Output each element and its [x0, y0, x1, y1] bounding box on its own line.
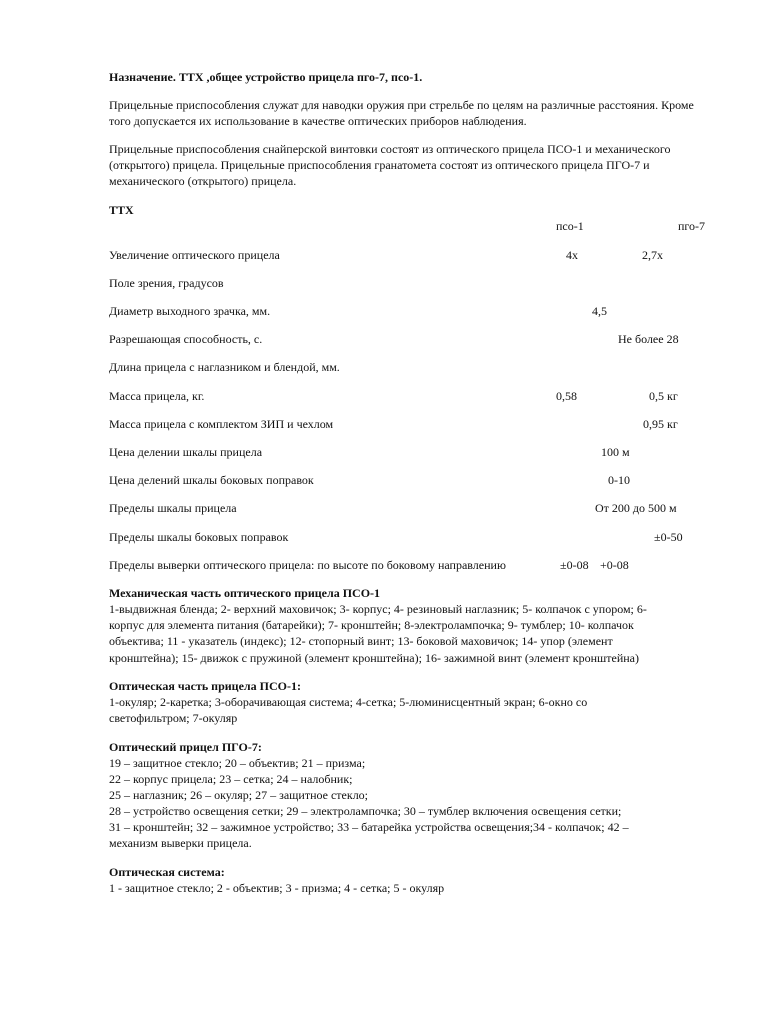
section-line: механизм выверки прицела. — [109, 836, 252, 850]
section-heading: Оптическая система: — [109, 865, 225, 879]
ttx-row-label: Пределы выверки оптического прицела: по высоте по боковому направлению — [109, 558, 506, 572]
section-line: 1 - защитное стекло; 2 - объектив; 3 - призма; 4 - сетка; 5 - окуляр — [109, 881, 445, 895]
ttx-row-label: Пределы шкалы боковых поправок — [109, 530, 289, 544]
ttx-row-value: Не более 28 — [618, 332, 679, 346]
ttx-row-value: 4,5 — [592, 304, 607, 318]
document-title: Назначение. ТТХ ,общее устройство прицела пго-7, псо-1. — [109, 70, 423, 84]
section-line: 1-окуляр; 2-каретка; 3-оборачивающая система; 4-сетка; 5-люминисцентный экран; 6-окно со — [109, 695, 588, 709]
ttx-row-label: Поле зрения, градусов — [109, 276, 224, 290]
ttx-row-label: Масса прицела, кг. — [109, 389, 205, 403]
ttx-row-value: 0,58 — [556, 389, 577, 403]
section-line: 28 – устройство освещения сетки; 29 – электролампочка; 30 – тумблер включения освещения сетки; — [109, 804, 622, 818]
ttx-row-value: 100 м — [601, 445, 630, 459]
ttx-row-label: Диаметр выходного зрачка, мм. — [109, 304, 271, 318]
intro-paragraph-2: Прицельные приспособления снайперской винтовки состоят из оптического прицела ПСО-1 и механического (открытого) прицела. Прицельные приспособления гранатомета состоят из оптического прицела ПГО-7 и механического (открытого) прицела. — [109, 142, 671, 188]
ttx-column-pgo: пго-7 — [678, 219, 706, 233]
section-line: объектива; 11 - указатель (индекс); 12- стопорный винт; 13- боковой маховичок; 14- упор (элемент — [109, 634, 613, 648]
intro-paragraph-1: Прицельные приспособления служат для наводки оружия при стрельбе по целям на различные расстояния. Кроме того допускается их использование в качестве оптических приборов наблюдения. — [109, 98, 694, 128]
ttx-row-value: ±0-50 — [654, 530, 683, 544]
ttx-row-value: 2,7х — [642, 248, 663, 262]
ttx-row-value: +0-08 — [600, 558, 629, 572]
ttx-column-pso: псо-1 — [556, 219, 584, 233]
section-line: корпус для элемента питания (батарейки); 7- кронштейн; 8-электролампочка; 9- тумблер; 10- колпачок — [109, 618, 634, 632]
section-line: 31 – кронштейн; 32 – зажимное устройство; 33 – батарейка устройства освещения;34 - колпачок; 42 – — [109, 820, 629, 834]
ttx-row-label: Пределы шкалы прицела — [109, 501, 237, 515]
section-heading: Механическая часть оптического прицела ПСО-1 — [109, 586, 381, 600]
ttx-row-label: Длина прицела с наглазником и блендой, мм. — [109, 360, 340, 374]
ttx-row-label: Цена делении шкалы прицела — [109, 445, 263, 459]
ttx-row-label: Увеличение оптического прицела — [109, 248, 280, 262]
ttx-row-value: 0-10 — [608, 473, 630, 487]
section-heading: Оптический прицел ПГО-7: — [109, 740, 262, 754]
ttx-heading: ТТХ — [109, 203, 134, 217]
section-line: кронштейна); 15- движок с пружиной (элемент кронштейна); 16- зажимной винт (элемент кронштейна) — [109, 651, 639, 665]
ttx-row-label: Масса прицела с комплектом ЗИП и чехлом — [109, 417, 334, 431]
ttx-row-value: 4х — [566, 248, 578, 262]
ttx-row-label: Цена делений шкалы боковых поправок — [109, 473, 314, 487]
section-heading: Оптическая часть прицела ПСО-1: — [109, 679, 301, 693]
section-line: 22 – корпус прицела; 23 – сетка; 24 – налобник; — [109, 772, 353, 786]
section-line: светофильтром; 7-окуляр — [109, 711, 238, 725]
ttx-row-value: 0,5 кг — [649, 389, 678, 403]
ttx-row-value: 0,95 кг — [643, 417, 678, 431]
ttx-row-value: От 200 до 500 м — [595, 501, 677, 515]
section-line: 25 – наглазник; 26 – окуляр; 27 – защитное стекло; — [109, 788, 369, 802]
ttx-row-value: ±0-08 — [560, 558, 589, 572]
ttx-row-label: Разрешающая способность, с. — [109, 332, 263, 346]
section-line: 1-выдвижная бленда; 2- верхний маховичок; 3- корпус; 4- резиновый наглазник; 5- колпачок с упором; 6- — [109, 602, 647, 616]
section-line: 19 – защитное стекло; 20 – объектив; 21 – призма; — [109, 756, 366, 770]
